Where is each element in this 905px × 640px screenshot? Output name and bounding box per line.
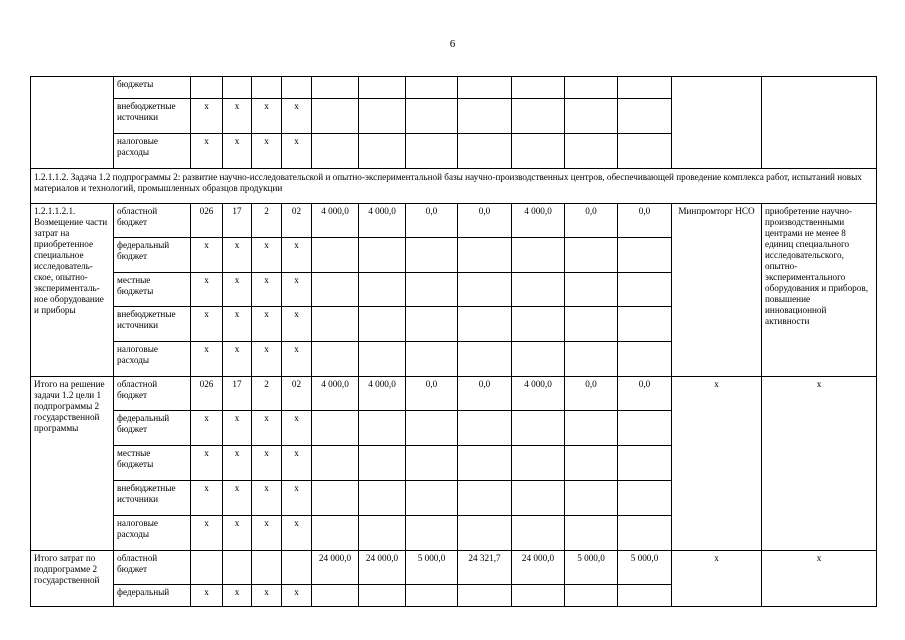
value-cell: х: [282, 516, 312, 551]
measure-name: 1.2.1.1.2.1. Возмещение части затрат на приобретенное специальное исследователь-ское, опытно-эксперименталь-ное оборудование и приборы: [31, 204, 114, 377]
empty-cell: [312, 411, 359, 446]
value-cell: х: [282, 481, 312, 516]
value-cell: х: [191, 134, 223, 169]
empty-cell: [618, 516, 672, 551]
source-label: налоговые расходы: [114, 134, 191, 169]
empty-cell: [406, 481, 458, 516]
source-label: налоговые расходы: [114, 516, 191, 551]
value-cell: х: [191, 99, 223, 134]
empty-cell: [458, 585, 512, 607]
empty-cell: [312, 516, 359, 551]
empty-cell: [312, 273, 359, 307]
empty-cell: [618, 342, 672, 377]
value-cell: х: [282, 585, 312, 607]
value-cell: 24 000,0: [359, 551, 406, 585]
empty-cell: [512, 307, 565, 342]
empty-cell: [406, 342, 458, 377]
value-cell: [282, 551, 312, 585]
empty-cell: [565, 516, 618, 551]
empty-cell: [458, 481, 512, 516]
source-label: местные бюджеты: [114, 273, 191, 307]
empty-cell: [359, 481, 406, 516]
value-cell: 026: [191, 204, 223, 238]
value-cell: х: [252, 134, 282, 169]
empty-cell: [406, 238, 458, 273]
empty-cell: [359, 411, 406, 446]
empty-cell: [406, 77, 458, 99]
empty-cell: [359, 516, 406, 551]
empty-cell: [458, 307, 512, 342]
value-cell: 24 000,0: [512, 551, 565, 585]
empty-cell: [512, 411, 565, 446]
value-cell: 0,0: [406, 377, 458, 411]
value-cell: [282, 77, 312, 99]
empty-cell: [565, 411, 618, 446]
value-cell: х: [223, 446, 252, 481]
value-cell: х: [223, 307, 252, 342]
source-label: федеральный бюджет: [114, 411, 191, 446]
value-cell: х: [282, 99, 312, 134]
value-cell: 4 000,0: [312, 377, 359, 411]
value-cell: х: [191, 342, 223, 377]
empty-cell: [312, 99, 359, 134]
value-cell: х: [191, 446, 223, 481]
empty-cell: [512, 481, 565, 516]
value-cell: х: [223, 99, 252, 134]
table-row: [31, 377, 877, 411]
empty-cell: [512, 273, 565, 307]
value-cell: х: [191, 273, 223, 307]
value-cell: х: [282, 446, 312, 481]
name-cell: [31, 77, 114, 169]
value-cell: 5 000,0: [565, 551, 618, 585]
value-cell: х: [282, 307, 312, 342]
source-label: налоговые расходы: [114, 342, 191, 377]
value-cell: х: [223, 585, 252, 607]
source-label: местные бюджеты: [114, 446, 191, 481]
empty-cell: [512, 77, 565, 99]
value-cell: х: [252, 99, 282, 134]
budget-table: [30, 76, 877, 607]
value-cell: х: [252, 273, 282, 307]
empty-cell: [312, 134, 359, 169]
value-cell: 24 000,0: [312, 551, 359, 585]
value-cell: х: [191, 307, 223, 342]
value-cell: 0,0: [565, 204, 618, 238]
value-cell: х: [223, 238, 252, 273]
empty-cell: [359, 307, 406, 342]
value-cell: 5 000,0: [406, 551, 458, 585]
empty-cell: [618, 411, 672, 446]
empty-cell: [618, 585, 672, 607]
value-cell: х: [252, 342, 282, 377]
executor-cell: х: [672, 551, 762, 607]
source-label: федеральный бюджет: [114, 238, 191, 273]
task-header: 1.2.1.1.2. Задача 1.2 подпрограммы 2: развитие научно-исследовательской и опытно-экспериментальной базы научно-производственных центров, обеспечивающей проведение комплекса работ, испытаний новых материалов и технологий, промышленных образцов продукции: [31, 169, 877, 204]
value-cell: 5 000,0: [618, 551, 672, 585]
empty-cell: [618, 273, 672, 307]
empty-cell: [565, 99, 618, 134]
value-cell: [191, 77, 223, 99]
empty-cell: [406, 585, 458, 607]
empty-cell: [458, 238, 512, 273]
empty-cell: [565, 446, 618, 481]
source-label: внебюджетные источники: [114, 99, 191, 134]
value-cell: х: [223, 481, 252, 516]
executor-cell: х: [672, 377, 762, 551]
value-cell: х: [191, 481, 223, 516]
value-cell: х: [223, 134, 252, 169]
value-cell: 0,0: [458, 377, 512, 411]
source-label: областной бюджет: [114, 204, 191, 238]
empty-cell: [359, 585, 406, 607]
empty-cell: [565, 481, 618, 516]
value-cell: х: [223, 342, 252, 377]
value-cell: 4 000,0: [359, 377, 406, 411]
empty-cell: [359, 238, 406, 273]
value-cell: х: [282, 342, 312, 377]
empty-cell: [359, 446, 406, 481]
empty-cell: [565, 585, 618, 607]
source-label: бюджеты: [114, 77, 191, 99]
value-cell: х: [282, 134, 312, 169]
value-cell: х: [223, 411, 252, 446]
empty-cell: [359, 99, 406, 134]
empty-cell: [565, 273, 618, 307]
empty-cell: [312, 342, 359, 377]
value-cell: х: [252, 238, 282, 273]
empty-cell: [512, 342, 565, 377]
result-cell: х: [762, 377, 877, 551]
empty-cell: [312, 446, 359, 481]
executor-cell: Минпромторг НСО: [672, 204, 762, 377]
empty-cell: [406, 273, 458, 307]
empty-cell: [312, 77, 359, 99]
value-cell: х: [191, 411, 223, 446]
empty-cell: [458, 516, 512, 551]
value-cell: [223, 77, 252, 99]
subprogram-total-name: Итого затрат по подпрограмме 2 государственной: [31, 551, 114, 607]
table-row: [31, 204, 877, 238]
value-cell: х: [252, 585, 282, 607]
value-cell: х: [191, 585, 223, 607]
executor-cell: [672, 77, 762, 169]
value-cell: 0,0: [406, 204, 458, 238]
table-row: [31, 169, 877, 204]
source-label: внебюджетные источники: [114, 481, 191, 516]
value-cell: 4 000,0: [512, 377, 565, 411]
value-cell: 0,0: [618, 377, 672, 411]
value-cell: х: [191, 238, 223, 273]
value-cell: 4 000,0: [512, 204, 565, 238]
empty-cell: [458, 273, 512, 307]
page-number: 6: [449, 38, 456, 50]
empty-cell: [406, 134, 458, 169]
source-label: внебюджетные источники: [114, 307, 191, 342]
empty-cell: [406, 446, 458, 481]
value-cell: 4 000,0: [359, 204, 406, 238]
empty-cell: [312, 481, 359, 516]
empty-cell: [406, 99, 458, 134]
value-cell: [252, 551, 282, 585]
value-cell: 2: [252, 204, 282, 238]
empty-cell: [406, 516, 458, 551]
value-cell: [223, 551, 252, 585]
value-cell: х: [282, 273, 312, 307]
value-cell: 17: [223, 377, 252, 411]
empty-cell: [359, 77, 406, 99]
empty-cell: [512, 446, 565, 481]
value-cell: 4 000,0: [312, 204, 359, 238]
value-cell: 0,0: [565, 377, 618, 411]
empty-cell: [565, 307, 618, 342]
value-cell: 0,0: [618, 204, 672, 238]
empty-cell: [512, 134, 565, 169]
empty-cell: [512, 516, 565, 551]
empty-cell: [312, 238, 359, 273]
value-cell: 026: [191, 377, 223, 411]
source-label: областной бюджет: [114, 551, 191, 585]
empty-cell: [512, 99, 565, 134]
value-cell: х: [282, 411, 312, 446]
empty-cell: [406, 411, 458, 446]
source-label: федеральный: [114, 585, 191, 607]
result-cell: х: [762, 551, 877, 607]
empty-cell: [312, 307, 359, 342]
value-cell: х: [252, 411, 282, 446]
value-cell: 02: [282, 204, 312, 238]
empty-cell: [618, 77, 672, 99]
value-cell: 17: [223, 204, 252, 238]
empty-cell: [458, 342, 512, 377]
source-label: областной бюджет: [114, 377, 191, 411]
value-cell: х: [252, 516, 282, 551]
empty-cell: [512, 238, 565, 273]
empty-cell: [512, 585, 565, 607]
value-cell: х: [252, 481, 282, 516]
value-cell: 02: [282, 377, 312, 411]
empty-cell: [565, 77, 618, 99]
empty-cell: [458, 446, 512, 481]
result-cell: [762, 77, 877, 169]
table-row: [31, 77, 877, 99]
empty-cell: [565, 134, 618, 169]
value-cell: 2: [252, 377, 282, 411]
value-cell: х: [223, 273, 252, 307]
value-cell: х: [223, 516, 252, 551]
value-cell: х: [252, 446, 282, 481]
value-cell: [252, 77, 282, 99]
empty-cell: [618, 134, 672, 169]
value-cell: х: [191, 516, 223, 551]
empty-cell: [359, 342, 406, 377]
empty-cell: [458, 411, 512, 446]
empty-cell: [618, 238, 672, 273]
empty-cell: [312, 585, 359, 607]
empty-cell: [565, 342, 618, 377]
empty-cell: [458, 134, 512, 169]
table-row: [31, 551, 877, 585]
empty-cell: [359, 273, 406, 307]
empty-cell: [565, 238, 618, 273]
value-cell: х: [282, 238, 312, 273]
result-cell: приобретение научно-производственными центрами не менее 8 единиц специального исследовательского, опытно-экспериментального оборудования и приборов, повышение инновационной активности: [762, 204, 877, 377]
empty-cell: [618, 481, 672, 516]
value-cell: х: [252, 307, 282, 342]
value-cell: 24 321,7: [458, 551, 512, 585]
task-total-name: Итого на решение задачи 1.2 цели 1 подпрограммы 2 государственной программы: [31, 377, 114, 551]
empty-cell: [618, 307, 672, 342]
empty-cell: [359, 134, 406, 169]
empty-cell: [618, 99, 672, 134]
value-cell: [191, 551, 223, 585]
empty-cell: [458, 99, 512, 134]
empty-cell: [618, 446, 672, 481]
empty-cell: [458, 77, 512, 99]
empty-cell: [406, 307, 458, 342]
value-cell: 0,0: [458, 204, 512, 238]
